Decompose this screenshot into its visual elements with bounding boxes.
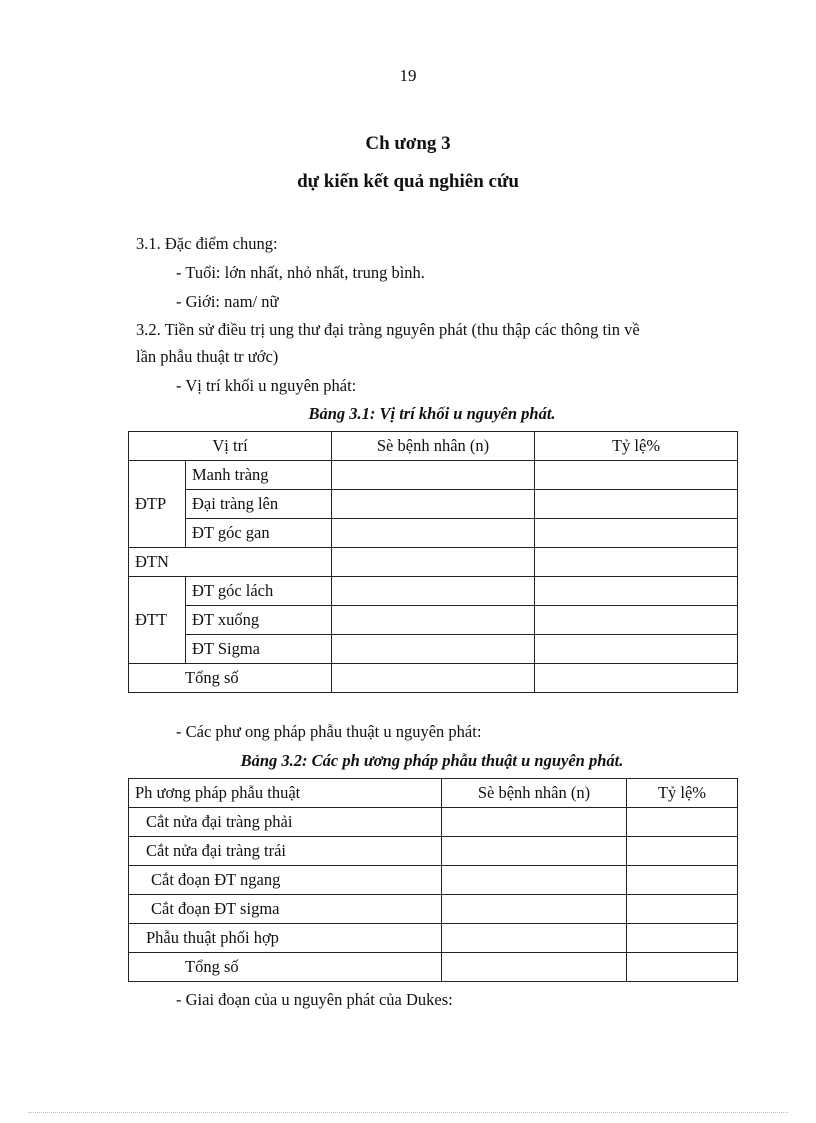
page-number: 19 (399, 66, 417, 85)
methods-item: - Các phư ong pháp phẫu thuật u nguyên phát: (176, 722, 482, 741)
table-row (129, 895, 738, 924)
percent-cell (535, 490, 738, 519)
location-cell: Manh tràng (186, 461, 332, 490)
section-3-2-heading-cont: lần phẫu thuật tr ước) (136, 347, 279, 366)
table-row (129, 490, 738, 519)
method-cell: Cắt đoạn ĐT ngang (129, 866, 442, 895)
age-item: - Tuổi: lớn nhất, nhỏ nhất, trung bình. (176, 263, 425, 282)
table-header-cell: Sè bệnh nhân (n) (332, 432, 535, 461)
table-row (129, 866, 738, 895)
method-cell: Cắt nửa đại tràng phải (129, 808, 442, 837)
percent-cell (535, 635, 738, 664)
percent-cell (535, 461, 738, 490)
location-cell: Đại tràng lên (186, 490, 332, 519)
location-cell: ĐT xuống (186, 606, 332, 635)
percent-cell (535, 519, 738, 548)
percent-cell (627, 953, 738, 982)
group-label-dtp: ĐTP (129, 461, 186, 548)
count-cell (332, 519, 535, 548)
location-cell: ĐT góc lách (186, 577, 332, 606)
tumor-location-item: - Vị trí khối u nguyên phát: (176, 376, 357, 395)
table-row (129, 606, 738, 635)
chapter-subtitle: dự kiến kết quả nghiên cứu (297, 171, 519, 192)
percent-cell (627, 808, 738, 837)
count-cell (442, 895, 627, 924)
table-header-cell: Tỷ lệ% (627, 779, 738, 808)
table-row (129, 461, 738, 490)
count-cell (442, 866, 627, 895)
table-row (129, 924, 738, 953)
table-header-cell: Ph ương pháp phẫu thuật (129, 779, 442, 808)
percent-cell (535, 664, 738, 693)
count-cell (332, 606, 535, 635)
table-header-row (129, 779, 738, 808)
location-cell: ĐT Sigma (186, 635, 332, 664)
method-cell: Cắt nửa đại tràng trái (129, 837, 442, 866)
method-cell: Phẫu thuật phối hợp (129, 924, 442, 953)
total-label: Tổng số (129, 953, 442, 982)
table-row (129, 519, 738, 548)
location-cell: ĐT góc gan (186, 519, 332, 548)
section-3-1-heading: 3.1. Đặc điểm chung: (136, 234, 278, 253)
total-label: Tổng số (129, 664, 332, 693)
percent-cell (535, 577, 738, 606)
count-cell (332, 490, 535, 519)
count-cell (442, 808, 627, 837)
method-cell: Cắt đoạn ĐT sigma (129, 895, 442, 924)
table-header-cell: Sè bệnh nhân (n) (442, 779, 627, 808)
percent-cell (627, 895, 738, 924)
table2-caption: Bảng 3.2: Các ph ương pháp phẫu thuật u nguyên phát. (240, 751, 624, 770)
table-row (129, 548, 738, 577)
count-cell (442, 837, 627, 866)
percent-cell (627, 924, 738, 953)
gender-item: - Giới: nam/ nữ (176, 292, 279, 311)
table-total-row (129, 664, 738, 693)
section-3-2-heading: 3.2. Tiền sử điều trị ung thư đại tràng nguyên phát (thu thập các thông tin về (136, 320, 640, 339)
percent-cell (627, 837, 738, 866)
count-cell (332, 548, 535, 577)
dukes-stage-item: - Giai đoạn của u nguyên phát của Dukes: (176, 990, 453, 1009)
count-cell (442, 924, 627, 953)
page-bottom-divider (28, 1112, 788, 1113)
group-label-dtn: ĐTN (129, 548, 332, 577)
count-cell (332, 461, 535, 490)
table-row (129, 577, 738, 606)
surgery-methods-table (128, 778, 738, 982)
table1-caption: Bảng 3.1: Vị trí khối u nguyên phát. (308, 404, 556, 423)
count-cell (332, 635, 535, 664)
count-cell (442, 953, 627, 982)
count-cell (332, 664, 535, 693)
table-row (129, 635, 738, 664)
table-row (129, 837, 738, 866)
table-total-row (129, 953, 738, 982)
count-cell (332, 577, 535, 606)
tumor-location-table (128, 431, 738, 693)
percent-cell (535, 606, 738, 635)
table-header-cell: Tỷ lệ% (535, 432, 738, 461)
chapter-title: Ch ương 3 (365, 133, 451, 154)
group-label-dtt: ĐTT (129, 577, 186, 664)
table-header-cell: Vị trí (129, 432, 332, 461)
percent-cell (627, 866, 738, 895)
table-header-row (129, 432, 738, 461)
table-row (129, 808, 738, 837)
percent-cell (535, 548, 738, 577)
